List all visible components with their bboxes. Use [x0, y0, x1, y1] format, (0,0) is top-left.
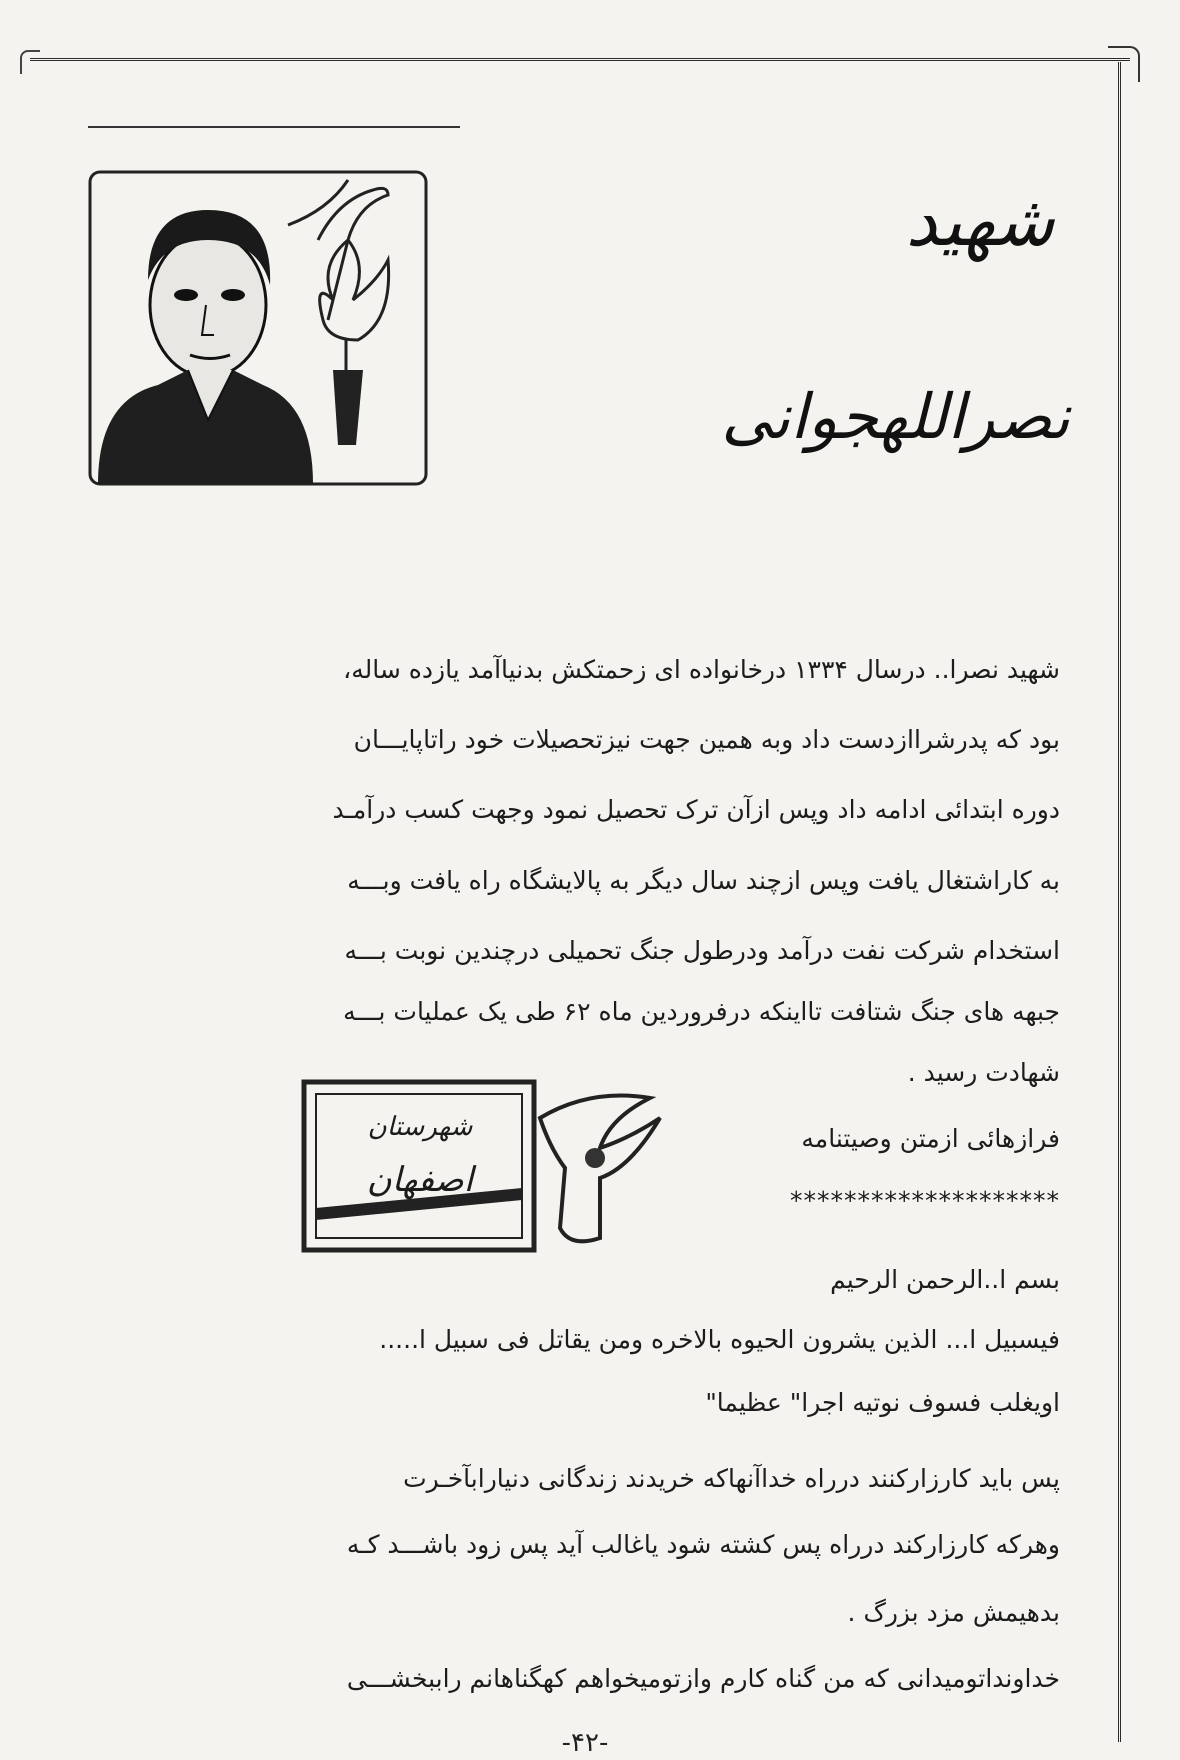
header-rule	[88, 126, 460, 128]
bio-line-1: شهید نصرا.. درسال ۱۳۳۴ درخانواده ای زحمتکش بدنیاآمد یازده ساله،	[343, 655, 1060, 684]
martyr-name: نصراللهجوانی	[721, 380, 1070, 453]
star-divider: ********************	[790, 1186, 1060, 1215]
bio-line-4: به کاراشتغال یافت وپس ازچند سال دیگر به پالایشگاه راه یافت وبـــه	[347, 866, 1060, 895]
stamp-text-isfahan: اصفهان	[366, 1160, 474, 1200]
para2-line-3: بدهیمش مزد بزرگ .	[847, 1598, 1060, 1627]
section-heading: فرازهائی ازمتن وصیتنامه	[801, 1124, 1060, 1153]
quote-line-1: فیسبیل ا... الذین یشرون الحیوه بالاخره ومن یقاتل فی سبیل ا.....	[379, 1325, 1060, 1354]
top-border-rule	[30, 58, 1130, 67]
bio-line-6: جبهه های جنگ شتافت تااینکه درفروردین ماه ۶۲ طی یک عملیات بـــه	[343, 997, 1060, 1026]
right-border-rule	[1118, 62, 1127, 1742]
page-number: -۴۲-	[561, 1728, 609, 1758]
corner-ornament-right	[1108, 46, 1140, 82]
para2-line-2: وهرکه کارزارکند درراه پس کشته شود یاغالب آید پس زود باشـــد کـه	[346, 1530, 1060, 1559]
portrait-illustration	[88, 170, 428, 486]
quote-line-2: اویغلب فسوف نوتیه اجرا" عظیما"	[705, 1388, 1060, 1417]
bio-line-7: شهادت رسید .	[907, 1058, 1060, 1087]
stamp-text-shahrestan: شهرستان	[367, 1112, 473, 1142]
bismillah: بسم ا..الرحمن الرحیم	[830, 1265, 1060, 1294]
bio-line-5: استخدام شرکت نفت درآمد ودرطول جنگ تحمیلی درچندین نوبت بـــه	[344, 936, 1060, 965]
bio-line-3: دوره ابتدائی ادامه داد وپس ازآن ترک تحصیل نمود وجهت کسب درآمـد	[332, 795, 1060, 824]
para2-line-1: پس باید کارزارکنند درراه خداآنهاکه خریدند زندگانی دنیارابآخـرت	[403, 1464, 1060, 1493]
portrait-drawing	[88, 170, 428, 486]
para3-line-1: خداونداتومیدانی که من گناه کارم وازتومیخواهم کهگناهانم راببخشـــی	[346, 1664, 1060, 1693]
bio-line-2: بود که پدرشراازدست داد وبه همین جهت نیزتحصیلات خود راتاپایـــان	[353, 725, 1060, 754]
title-shahid: شهید	[905, 180, 1055, 262]
corner-ornament-left	[20, 50, 40, 74]
